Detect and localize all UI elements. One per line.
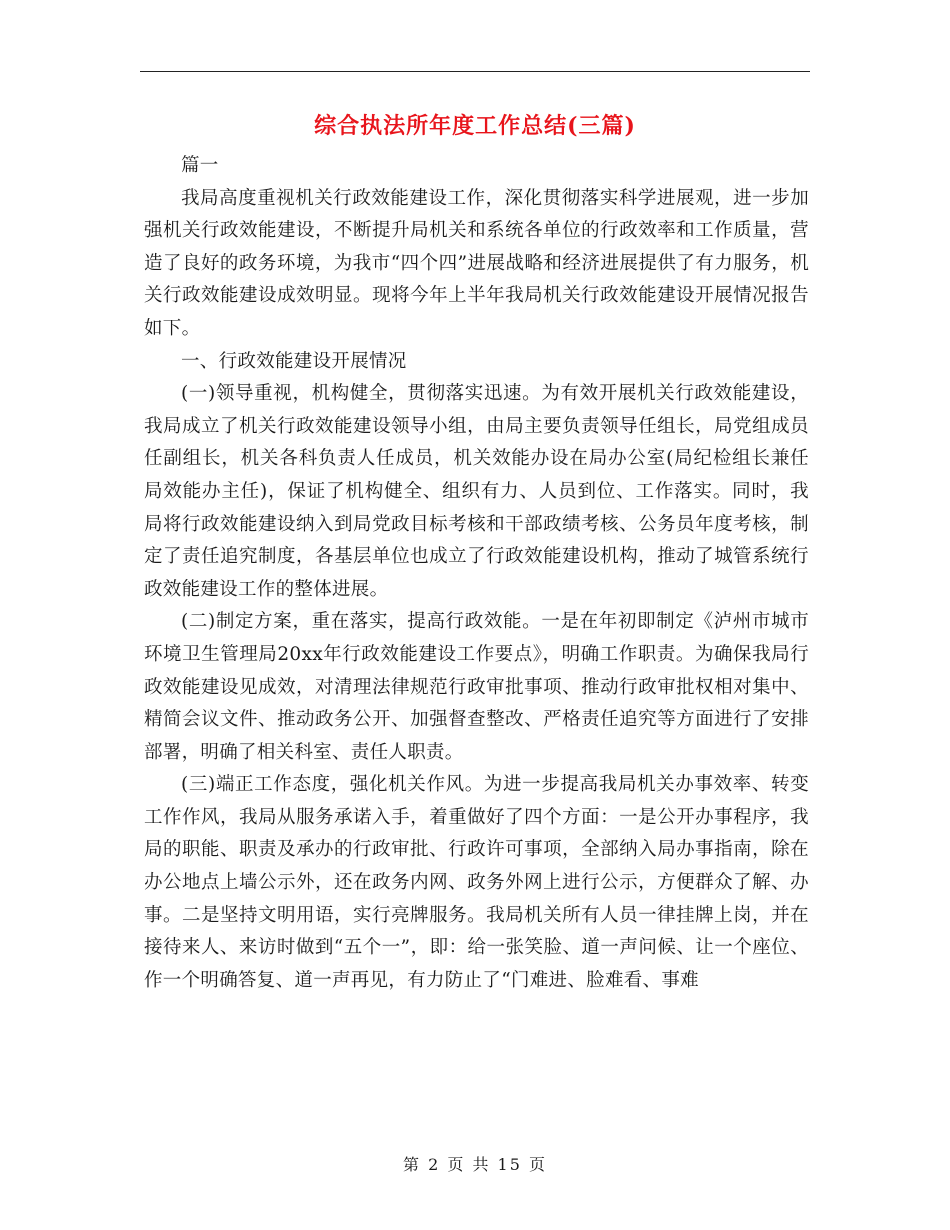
- body-paragraph: (二)制定方案，重在落实，提高行政效能。一是在年初即制定《泸州市城市环境卫生管理局20xx年行政效能建设工作要点》，明确工作职责。为确保我局行政效能建设见成效，对清理法律规范行政审批事项、推动行政审批权相对集中、精简会议文件、推动政务公开、加强督查整改、严格责任追究等方面进行了安排部署，明确了相关科室、责任人职责。: [144, 611, 809, 763]
- document-title: 综合执法所年度工作总结(三篇): [314, 113, 636, 139]
- page-number-footer: 第 2 页 共 15 页: [403, 1155, 547, 1174]
- header-rule: [140, 71, 810, 72]
- document-body: [144, 150, 809, 997]
- body-paragraph: (一)领导重视，机构健全，贯彻落实迅速。为有效开展机关行政效能建设，我局成立了机关行政效能建设领导小组，由局主要负责领导任组长，局党组成员任副组长，机关各科负责人任成员，机关效能办设在局办公室(局纪检组长兼任局效能办主任)，保证了机构健全、组织有力、人员到位、工作落实。同时，我局将行政效能建设纳入到局党政目标考核和干部政绩考核、公务员年度考核，制定了责任追究制度，各基层单位也成立了行政效能建设机构，推动了城管系统行政效能建设工作的整体进展。: [144, 383, 809, 600]
- body-paragraph: (三)端正工作态度，强化机关作风。为进一步提高我局机关办事效率、转变工作作风，我局从服务承诺入手，着重做好了四个方面：一是公开办事程序，我局的职能、职责及承办的行政审批、行政许可事项，全部纳入局办事指南，除在办公地点上墙公示外，还在政务内网、政务外网上进行公示，方便群众了解、办事。二是坚持文明用语，实行亮牌服务。我局机关所有人员一律挂牌上岗，并在接待来人、来访时做到“五个一”，即：给一张笑脸、道一声问候、让一个座位、作一个明确答复、道一声再见，有力防止了“门难进、脸难看、事难: [144, 774, 809, 991]
- body-paragraph: 我局高度重视机关行政效能建设工作，深化贯彻落实科学进展观，进一步加强机关行政效能建设，不断提升局机关和系统各单位的行政效率和工作质量，营造了良好的政务环境，为我市“四个四”进展战略和经济进展提供了有力服务，机关行政效能建设成效明显。现将今年上半年我局机关行政效能建设开展情况报告如下。: [144, 187, 809, 339]
- section-heading: 一、行政效能建设开展情况: [181, 350, 407, 372]
- section-label: 篇一: [181, 155, 219, 176]
